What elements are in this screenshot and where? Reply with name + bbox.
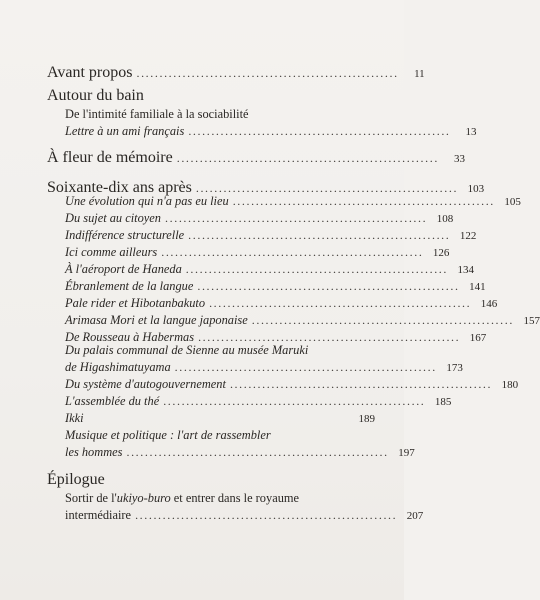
toc-page-number: 146 <box>480 298 498 310</box>
toc-page-number: 157 <box>523 315 540 327</box>
toc-leader: ......................................................... <box>229 377 493 391</box>
toc-text-italic: ukiyo-buro <box>116 491 171 505</box>
toc-entry-fleur <box>47 149 465 167</box>
toc-page-number: 13 <box>465 126 477 138</box>
toc-page-number: 141 <box>469 281 486 293</box>
toc-section-autour-du-bain: Autour du bain <box>47 87 144 104</box>
toc-title: Du système d'autogouvernement <box>65 377 226 391</box>
toc-entry <box>65 194 521 209</box>
toc-page-number: 207 <box>406 510 424 522</box>
toc-title: Ici comme ailleurs <box>65 245 158 259</box>
toc-leader: ......................................................... <box>188 228 451 242</box>
toc-leader: ......................................................... <box>232 194 495 208</box>
toc-page-number: 122 <box>459 230 477 242</box>
toc-title: Lettre à un ami français <box>65 124 185 138</box>
toc-title-line2: intermédiaire <box>65 508 132 522</box>
toc-title: De Rousseau à Habermas <box>65 330 195 344</box>
toc-title: Arimasa Mori et la langue japonaise <box>65 313 248 327</box>
toc-title: À l'aéroport de Haneda <box>65 262 182 276</box>
toc-leader: ......................................................... <box>251 313 514 327</box>
toc-title: Pale rider et Hibotanbakuto <box>65 296 206 310</box>
toc-entry <box>65 313 540 328</box>
toc-epilogue-line1 <box>65 491 299 506</box>
toc-page-number: 126 <box>432 247 450 259</box>
toc-title: Soixante-dix ans après <box>47 179 192 196</box>
toc-entry-multiline <box>65 445 415 460</box>
toc-entry <box>65 377 519 392</box>
toc-section-epilogue: Épilogue <box>47 471 105 488</box>
toc-page-number: 103 <box>467 183 485 195</box>
toc-text: et entrer dans le royaume <box>170 491 300 505</box>
toc-entry <box>65 228 477 243</box>
toc-page-number: 33 <box>453 153 465 165</box>
toc-title-line2: de Higashimatuyama <box>65 360 171 374</box>
toc-page-number: 180 <box>501 379 519 391</box>
toc-title: Du sujet au citoyen <box>65 211 162 225</box>
toc-page-number: 197 <box>398 447 415 459</box>
toc-entry <box>65 296 498 311</box>
toc-page-number: 134 <box>457 264 474 276</box>
toc-title: Une évolution qui n'a pas eu lieu <box>65 194 229 208</box>
toc-title: À fleur de mémoire <box>47 149 173 166</box>
toc-leader: ......................................................... <box>163 394 426 408</box>
toc-entry-avant-propos <box>47 64 425 82</box>
toc-title: Indifférence structurelle <box>65 228 185 242</box>
toc-leader: ......................................................... <box>126 445 389 459</box>
toc-page-number: 11 <box>414 68 425 80</box>
toc-subtitle-autour: De l'intimité familiale à la sociabilité <box>65 107 249 121</box>
toc-page-number: 105 <box>504 196 521 208</box>
toc-leader: ......................................................... <box>198 330 461 344</box>
toc-entry <box>65 262 474 277</box>
toc-entry <box>65 394 452 409</box>
toc-entry-lettre <box>65 124 477 139</box>
toc-entry-multiline <box>65 360 463 375</box>
toc-leader: ......................................................... <box>195 181 459 195</box>
toc-page-number: 108 <box>436 213 454 225</box>
toc-page-number: 167 <box>469 332 487 344</box>
toc-leader: ......................................................... <box>209 296 472 310</box>
toc-leader: ......................................................... <box>136 66 399 80</box>
toc-title-line1: Musique et politique : l'art de rassembler <box>65 428 271 442</box>
toc-leader: ......................................................... <box>197 279 460 293</box>
toc-entry <box>65 245 450 260</box>
toc-leader: ......................................................... <box>176 151 439 165</box>
toc-leader: ......................................................... <box>185 262 448 276</box>
toc-title: Ikki <box>65 411 84 425</box>
toc-leader: ......................................................... <box>161 245 424 259</box>
toc-page-number: 185 <box>434 396 452 408</box>
toc-title: L'assemblée du thé <box>65 394 160 408</box>
toc-page-number: 173 <box>446 362 463 374</box>
toc-entry <box>65 211 454 226</box>
toc-entry-epilogue <box>65 508 424 523</box>
toc-leader: ......................................................... <box>135 508 398 522</box>
toc-leader: ......................................................... <box>174 360 437 374</box>
toc-text: Sortir de l' <box>65 491 117 505</box>
toc-title: Ébranlement de la langue <box>65 279 194 293</box>
toc-title-line2: les hommes <box>65 445 123 459</box>
toc-title: Avant propos <box>47 64 133 81</box>
toc-page-number: 189 <box>358 413 375 425</box>
toc-entry <box>65 411 375 426</box>
toc-entry <box>65 279 486 294</box>
toc-title-line1: Du palais communal de Sienne au musée Maruki <box>65 343 309 357</box>
toc-leader: ......................................................... <box>188 124 451 138</box>
toc-leader: ......................................................... <box>165 211 428 225</box>
